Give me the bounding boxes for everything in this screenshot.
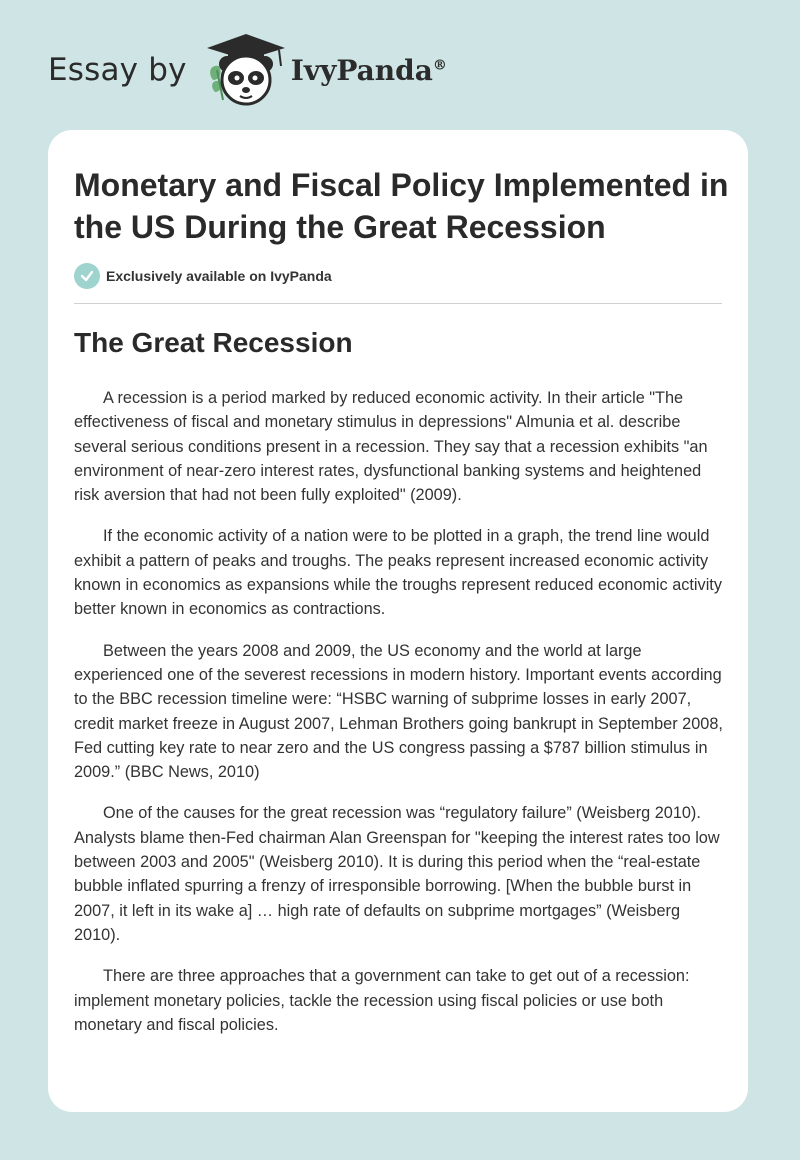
paragraph: One of the causes for the great recession was “regulatory failure” (Weisberg 2010). Analysts blame then-Fed chairman Alan Greenspan for "keeping the interest rates too low between 2003 and 2005" (Weisberg 2010). It is during this period when the “real-estate bubble inflated spurring a frenzy of irresponsible borrowing. [When the bubble burst in 2007, it left in its wake a] … high rate of defaults on subprime mortgages” (Weisberg 2010).: [74, 804, 720, 944]
essay-body: [74, 386, 724, 1054]
panda-graduate-icon: [203, 30, 289, 110]
page-title: Monetary and Fiscal Policy Implemented in the US During the Great Recession: [74, 167, 729, 245]
paragraph: There are three approaches that a government can take to get out of a recession: implement monetary policies, tackle the recession using fiscal policies or use both monetary and fiscal policies.: [74, 967, 690, 1034]
paragraph: If the economic activity of a nation were to be plotted in a graph, the trend line would exhibit a pattern of peaks and troughs. The peaks represent increased economic activity known in economics as expansions while the troughs represent reduced economic activity better known in economics as contractions.: [74, 527, 722, 619]
divider: [74, 303, 722, 304]
brand-name: IvyPanda®: [290, 53, 447, 87]
brand-prefix: Essay by: [48, 52, 187, 88]
exclusive-badge: [74, 263, 332, 289]
exclusive-label: Exclusively available on IvyPanda: [106, 268, 332, 284]
brand-header[interactable]: [48, 30, 447, 110]
check-icon: [74, 263, 100, 289]
paragraph: Between the years 2008 and 2009, the US economy and the world at large experienced one of the severest recessions in modern history. Important events according to the BBC recession timeline were: “HSBC warning of subprime losses in early 2007, credit market freeze in August 2007, Lehman Brothers going bankrupt in September 2008, Fed cutting key rate to near zero and the US congress passing a $787 billion stimulus in 2009.” (BBC News, 2010): [74, 641, 723, 782]
paragraph: A recession is a period marked by reduced economic activity. In their article "The effectiveness of fiscal and monetary stimulus in depressions" Almunia et al. describe several serious conditions present in a recession. They say that a recession exhibits "an environment of near-zero interest rates, dysfunctional banking systems and heightened risk aversion that had not been fully exploited" (2009).: [74, 389, 708, 505]
section-heading: The Great Recession: [74, 327, 353, 358]
essay-card: [48, 130, 748, 1112]
